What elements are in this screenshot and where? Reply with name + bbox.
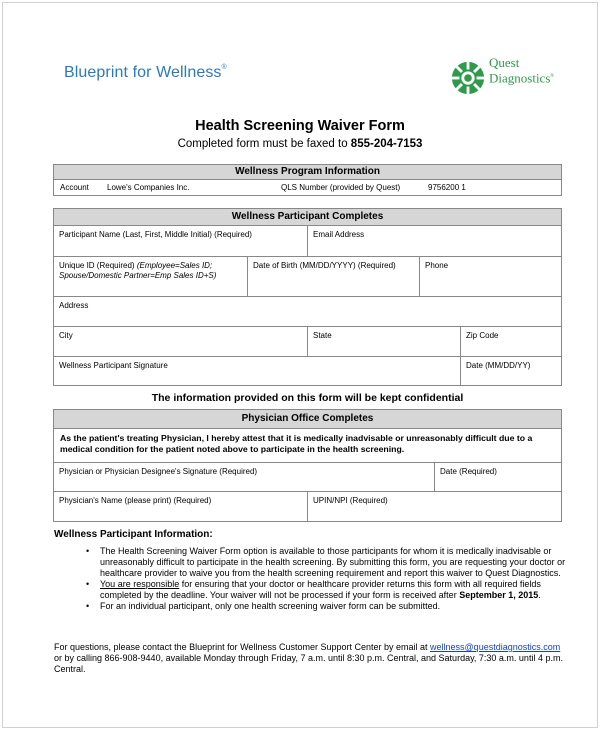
email-field[interactable]: Email Address xyxy=(308,226,561,257)
account-label: Account xyxy=(60,183,89,192)
list-item: • For an individual participant, only one health screening waiver form can be submitted. xyxy=(100,601,570,612)
support-email-link[interactable]: wellness@questdiagnostics.com xyxy=(430,642,561,652)
blueprint-logo xyxy=(64,64,227,82)
quest-logo-text: Quest Diagnostics® xyxy=(489,55,555,86)
physician-signature-field[interactable]: Physician or Physician Designee's Signature (Required) xyxy=(54,463,435,492)
physician-attestation: As the patient's treating Physician, I hereby attest that it is medically inadvisable or unreasonably difficult due to a medical condition for the patient noted above to participate in the health screening. xyxy=(54,429,561,463)
deadline: September 1, 2015 xyxy=(459,590,539,600)
info-title: Wellness Participant Information: xyxy=(54,529,213,540)
participant-header: Wellness Participant Completes xyxy=(54,209,561,226)
program-info-header: Wellness Program Information xyxy=(54,165,561,180)
form-title: Health Screening Waiver Form xyxy=(195,118,405,134)
list-item: • The Health Screening Waiver Form option is available to those participants for whom it is medically inadvisable or unreasonably difficult to participate in the health screening. By submitting this form, you are requesting your doctor or healthcare provider to waive you from the health screening requirement and report this waiver to Quest Diagnostics. xyxy=(100,546,570,579)
list-item: • You are responsible for ensuring that your doctor or healthcare provider returns this form with all required fields completed by the deadline. Your waiver will not be processed if your form is received after September 1, 2015. xyxy=(100,579,570,601)
npi-field[interactable]: UPIN/NPI (Required) xyxy=(313,496,388,505)
blueprint-logo-text: Blueprint for Wellness xyxy=(64,64,222,81)
account-value: Lowe's Companies Inc. xyxy=(107,183,190,192)
address-field[interactable]: Address xyxy=(54,297,561,327)
participant-section xyxy=(53,208,562,386)
city-field[interactable]: City xyxy=(54,327,308,357)
qls-value: 9756200 1 xyxy=(428,183,466,192)
zip-field[interactable]: Zip Code xyxy=(461,327,561,357)
quest-logo xyxy=(449,56,569,102)
info-list xyxy=(100,546,570,612)
physician-header: Physician Office Completes xyxy=(54,410,561,429)
physician-section xyxy=(53,409,562,522)
program-info-section xyxy=(53,164,562,196)
participant-date-field[interactable]: Date (MM/DD/YY) xyxy=(466,361,531,370)
registered-mark: ® xyxy=(221,64,227,71)
phone-field[interactable]: Phone xyxy=(420,257,561,297)
physician-name-field[interactable]: Physician's Name (please print) (Required) xyxy=(54,492,308,521)
physician-date-field[interactable]: Date (Required) xyxy=(435,463,561,492)
unique-id-field[interactable]: Unique ID (Required) (Employee=Sales ID; Spouse/Domestic Partner=Emp Sales ID+S) xyxy=(54,257,248,297)
quest-diagnostics-icon xyxy=(449,58,487,98)
qls-label: QLS Number (provided by Quest) xyxy=(281,183,401,192)
participant-name-field[interactable]: Participant Name (Last, First, Middle Initial) (Required) xyxy=(54,226,308,257)
state-field[interactable]: State xyxy=(308,327,461,357)
form-subtitle: Completed form must be faxed to 855-204-7153 xyxy=(177,138,423,150)
confidential-note: The information provided on this form will be kept confidential xyxy=(151,392,464,404)
dob-field[interactable]: Date of Birth (MM/DD/YYYY) (Required) xyxy=(248,257,420,297)
participant-signature-field[interactable]: Wellness Participant Signature xyxy=(54,357,461,385)
fax-number: 855-204-7153 xyxy=(350,138,423,150)
footer-contact: For questions, please contact the Blueprint for Wellness Customer Support Center by email at wellness@questdiagnostics.com or by calling 866-908-9440, available Monday through Friday, 7 a.m. until 8:30 p.m. Central, and Saturday, 7:30 a.m. until 4 p.m. Central. xyxy=(54,642,563,674)
